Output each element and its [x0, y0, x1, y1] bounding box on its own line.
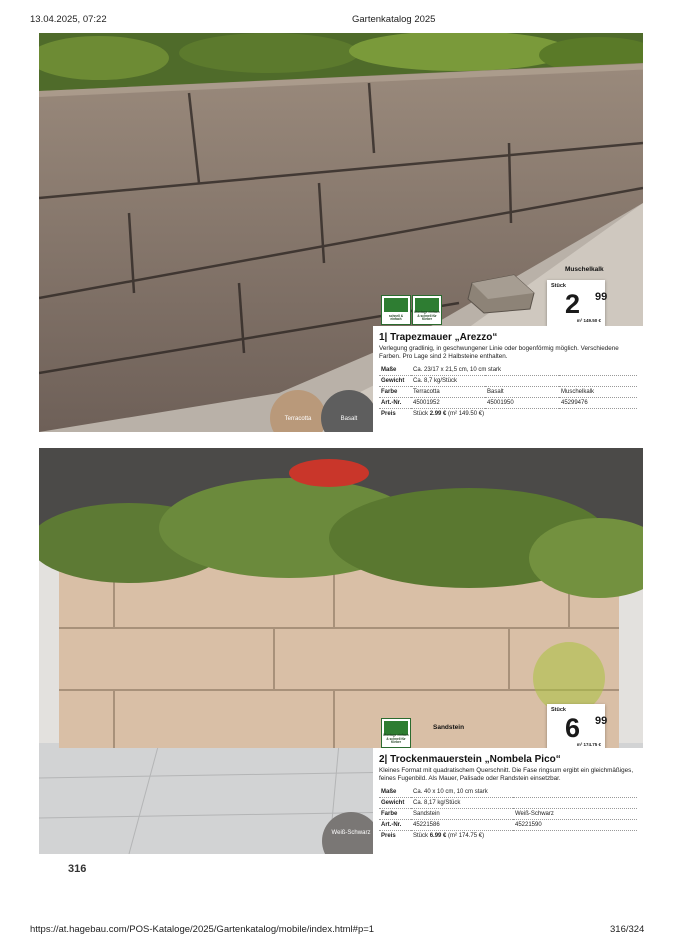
- spec-label: Preis: [381, 411, 396, 417]
- spec-row-weight: [379, 376, 637, 387]
- spec-value: Ca. 23/17 x 21,5 cm, 10 cm stark: [411, 365, 637, 376]
- price-prefix: Stück: [413, 833, 429, 839]
- spec-label: Art.-Nr.: [379, 820, 411, 831]
- spec-value: Weiß-Schwarz: [513, 809, 637, 820]
- swatch-weiss-schwarz-label: Weiß-Schwarz: [331, 830, 371, 836]
- spec-value: Terracotta: [411, 387, 485, 398]
- variant-label: Muschelkalk: [565, 266, 604, 273]
- spec-table: [379, 365, 637, 419]
- spec-value: [411, 409, 637, 420]
- spec-row-article: [379, 398, 637, 409]
- document-title: Gartenkatalog 2025: [352, 14, 436, 25]
- spec-value: Basalt: [485, 387, 559, 398]
- price-cents: 99: [595, 715, 608, 727]
- spec-value: [411, 831, 637, 842]
- spec-label: Gewicht: [379, 798, 411, 809]
- eco-badge-text: schnell & einfach: [388, 313, 404, 322]
- spec-value: Ca. 8,7 kg/Stück: [411, 376, 637, 387]
- spec-label: Gewicht: [379, 376, 411, 387]
- product-info-card: [373, 326, 643, 432]
- price-main: 2: [565, 289, 580, 319]
- page-number: 316: [68, 863, 87, 875]
- product-info-card: [373, 748, 643, 854]
- mounting-badge-text: Montage einfach & schnell für Kleber: [383, 733, 409, 745]
- spec-value: 45001952: [411, 398, 485, 409]
- product-title: 2| Trockenmauerstein „Nombela Pico“: [379, 754, 561, 765]
- price-value: 2.99 €: [429, 411, 447, 417]
- spec-label: Art.-Nr.: [379, 398, 411, 409]
- spec-row-article: [379, 820, 637, 831]
- product-panel-arezzo: [39, 33, 643, 432]
- spec-value: 45221590: [513, 820, 637, 831]
- price-tag: [547, 280, 608, 326]
- price-main: 6: [565, 713, 580, 743]
- spec-label: Maße: [379, 365, 411, 376]
- mounting-badge: [381, 718, 411, 748]
- spec-label: Maße: [379, 787, 411, 798]
- spec-row-price: [379, 409, 637, 420]
- spec-row-weight: [379, 798, 637, 809]
- price-value: 6.99 €: [429, 833, 447, 839]
- price-per-m2: m² 149.50 €: [576, 318, 601, 323]
- stone-thumbnail: [464, 273, 536, 315]
- spec-label: Farbe: [379, 809, 411, 820]
- swatch-basalt-label: Basalt: [340, 416, 358, 422]
- spec-value: Sandstein: [411, 809, 513, 820]
- spec-table: [379, 787, 637, 841]
- price-tag: [547, 704, 608, 750]
- spec-value: 45001950: [485, 398, 559, 409]
- spec-row-price: [379, 831, 637, 842]
- price-per-m2: m² 174.75 €: [576, 742, 601, 747]
- price-unit: Stück: [551, 283, 566, 289]
- price-cents: 99: [595, 291, 608, 303]
- price-prefix: Stück: [413, 411, 429, 417]
- product-description: Verlegung gradlinig, in geschwungener Linie oder bogenförmig möglich. Verschiedene Farben. Pro Lage sind 2 Halbsteine enthalten.: [379, 345, 619, 360]
- spec-row-dimensions: [379, 365, 637, 376]
- price-suffix: (m² 174.75 €): [448, 833, 485, 839]
- mounting-badge-text: Montage einfach & schnell für Kleber: [414, 310, 440, 322]
- spec-label: Farbe: [379, 387, 411, 398]
- spec-row-dimensions: [379, 787, 637, 798]
- variant-label: Sandstein: [433, 724, 465, 731]
- product-panel-nombela: [39, 448, 643, 854]
- product-description: Kleines Format mit quadratischem Querschnitt. Die Fase ringsum ergibt ein gleichmäßiges, feines Fugenbild. Als Mauer, Palisade oder Randstein einsetzbar.: [379, 767, 634, 782]
- spec-value: Muschelkalk: [559, 387, 637, 398]
- swatch-terracotta-label: Terracotta: [284, 416, 312, 422]
- page-url[interactable]: https://at.hagebau.com/POS-Kataloge/2025/Gartenkatalog/mobile/index.html#p=1: [30, 924, 375, 935]
- price-suffix: (m² 149.50 €): [448, 411, 485, 417]
- spec-label: Preis: [381, 833, 396, 839]
- mounting-badge: [412, 295, 442, 325]
- print-timestamp: 13.04.2025, 07:22: [30, 14, 107, 25]
- spec-value: Ca. 40 x 10 cm, 10 cm stark: [411, 787, 637, 798]
- spec-value: 45221586: [411, 820, 513, 831]
- eco-badge: [381, 295, 411, 325]
- product-title: 1| Trapezmauer „Arezzo“: [379, 332, 498, 343]
- spec-value: 45299476: [559, 398, 637, 409]
- spec-row-color: [379, 387, 637, 398]
- spec-value: Ca. 8,17 kg/Stück: [411, 798, 637, 809]
- page-counter: 316/324: [610, 924, 645, 935]
- price-unit: Stück: [551, 707, 566, 713]
- spec-row-color: [379, 809, 637, 820]
